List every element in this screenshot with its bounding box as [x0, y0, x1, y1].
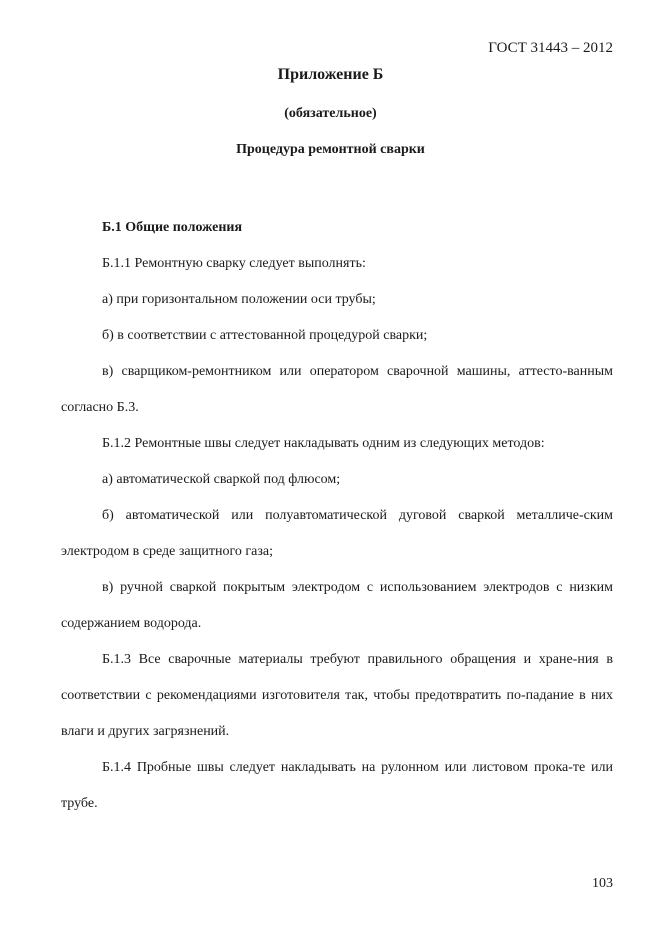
- procedure-title: Процедура ремонтной сварки: [236, 142, 425, 157]
- paragraph-b-1-4: Б.1.4 Пробные швы следует накладывать на рулонном или листовом прока-те или трубе.: [61, 760, 613, 811]
- paragraph-b-1-1: Б.1.1 Ремонтную сварку следует выполнять:: [102, 256, 366, 271]
- list-item-v: в) ручной сваркой покрытым электродом с использованием электродов с низким содержанием водорода.: [61, 580, 613, 631]
- list-item-b: б) в соответствии с аттестованной процедурой сварки;: [102, 328, 428, 343]
- list-item-a: а) при горизонтальном положении оси трубы;: [102, 292, 376, 307]
- paragraph-b-1-2: Б.1.2 Ремонтные швы следует накладывать одним из следующих методов:: [102, 436, 545, 451]
- list-item-v: в) сварщиком-ремонтником или оператором сварочной машины, аттесто-ванным согласно Б.3.: [61, 364, 613, 415]
- section-heading: Б.1 Общие положения: [102, 220, 243, 235]
- document-body: [61, 210, 613, 822]
- list-item-b: б) автоматической или полуавтоматической дуговой сваркой металличе-ским электродом в среде защитного газа;: [61, 508, 613, 559]
- paragraph-b-1-3: Б.1.3 Все сварочные материалы требуют правильного обращения и хране-ния в соответствии с рекомендациями изготовителя так, чтобы предотвратить по-падание в них влаги и других загрязнений.: [61, 652, 613, 739]
- appendix-title: Приложение Б: [277, 66, 384, 83]
- standard-code: ГОСТ 31443 – 2012: [488, 40, 613, 56]
- appendix-status: (обязательное): [284, 106, 377, 121]
- page-number: 103: [592, 876, 613, 891]
- list-item-a: а) автоматической сваркой под флюсом;: [102, 472, 341, 487]
